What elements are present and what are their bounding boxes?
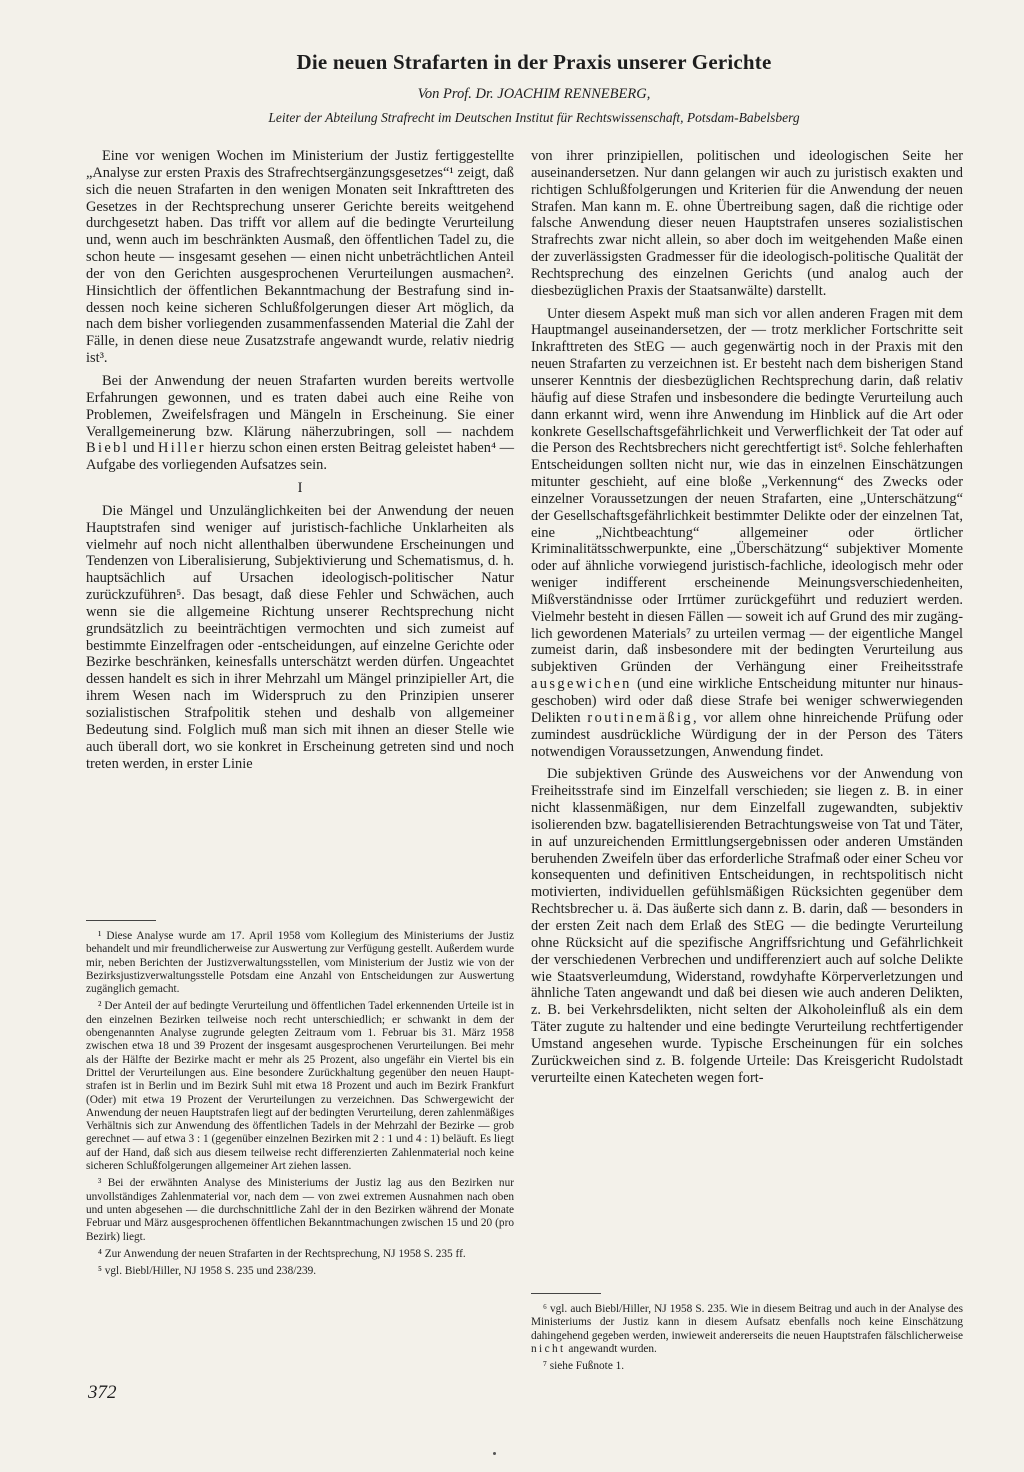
footnote-5: ⁵ vgl. Biebl/Hiller, NJ 1958 S. 235 und 238/239. — [98, 1265, 317, 1278]
right-paragraph-1: von ihrer prinzipiellen, politischen und ideologischen Seite her auseinandersetzen. Nur dann gelangen wir auch zu juristisch exakten und richtigen Schlußfolgerungen und Kriterien für die Anwendung der neuen Strafen. Man kann m. E. ohne Übertreibung sagen, daß die richtige oder falsche Anwendung dieser neuen Hauptstrafen unseres sozialistischen Strafrechts zwar nicht allein, so aber doch im weitgehenden Maße einen der zuverlässigsten Gradmesser für die ideologisch-politische Qualität der Rechtsprechung des einzelnen Gerichts (und analog auch der diesbezüglichen Praxis der Staatsanwälte) darstellt. — [531, 148, 963, 299]
left-paragraph-2 — [86, 373, 514, 474]
scan-speck — [493, 1452, 496, 1455]
left-footnote-rule — [86, 920, 156, 921]
article-title: Die neuen Strafarten in der Praxis unserer Gerichte — [296, 50, 772, 74]
footnote-7: ⁷ siehe Fußnote 1. — [543, 1360, 625, 1373]
footnote-6-text-b: angewandt wurden. — [565, 1342, 657, 1355]
article-author: Von Prof. Dr. JOACHIM RENNEBERG, — [417, 86, 651, 102]
left-column — [86, 148, 514, 778]
right-paragraph-2-text-b: (und eine wirkliche Entscheidung mitunter nur hinausgeschoben) wird oder daß diese Strafe bei weniger schwerwiegenden Delikten — [531, 676, 963, 726]
section-heading: I — [297, 480, 303, 497]
right-paragraph-2-text-a: Unter diesem Aspekt muß man sich vor allen anderen Fragen mit dem Hauptmangel auseinandersetzen, der — trotz merklicher Fortschritte seit Inkrafttreten des StEG — auch gegenwärtig noch in der Praxis mit den neuen Strafarten zu verzeichnen ist. Er besteht nach dem bisherigen Stand unserer Kenntnis der diesbezüglichen Rechtsprechung darin, daß relativ häufig auf diese Strafen und insbesondere die bedingte Verurteilung auch dann erkannt wird, wenn ihre Anwendung im Hinblick auf die Art oder konkrete Gesellschaftsgefährlichkeit und Verwerflichkeit der Tat oder auf die Person des Rechtsbrechers nicht gerechtfertigt ist⁶. Solche fehlerhaften Entscheidungen sollten nicht nur, wie das in einzelnen Einschätzungen mitunter geschieht, auf eine bloße „Verkennung“ des Zwecks oder einzelner Voraussetzungen der neuen Strafarten, eine „Unterschätzung“ der Gesellschaftsgefährlichkeit bestimmter Delikte oder der einzelnen Tat, eine „Nichtbeachtung“ allgemeiner oder örtlicher Kriminalitätsschwerpunkte, eine „Überschätzung“ subjektiver Momente oder auf ähnliche vorwiegend juristisch-fachliche, ideologisch mehr oder weniger indifferent erscheinende Meinungsverschiedenheiten, Mißverständnisse oder Irrtümer zurückgeführt und reduziert werden. Vielmehr besteht in diesen Fällen — soweit ich auf Grund des mir zugänglich gewordenen Materials⁷ zu urteilen vermag — der eigentliche Mangel zumeist darin, daß insbesondere mit der bedingten Verurteilung aus subjektiven Gründen der Verhängung einer Freiheitsstrafe — [531, 305, 963, 676]
emphasis-nicht: nicht — [531, 1342, 566, 1355]
author-name-biebl: Biebl — [86, 440, 130, 457]
left-paragraph-2-text-b: hierzu schon einen ersten Beitrag geleistet haben⁴ — Aufgabe des vorliegenden Aufsatzes sein. — [86, 440, 514, 474]
right-paragraph-3: Die subjektiven Gründe des Ausweichens vor der Anwendung von Freiheitsstrafe sind im Einzelfall verschieden; sie liegen z. B. in einer nicht klassenmäßigen, nur dem Einzelfall zugewandten, subjektiv isolierenden bzw. bagatellisierenden Betrachtungsweise von Tat und Täter, in auf unzureichenden Ermittlungsergebnissen oder anderen Umständen beruhenden Zweifeln über das erforderliche Strafmaß oder einer Scheu vor konsequenten und definitiven Entscheidungen, in rechtspolitisch nicht motivierten, individuellen gefühlsmäßigen Rücksichten gegenüber dem Rechtsbrecher u. ä. Das äußerte sich dann z. B. darin, daß — besonders in der ersten Zeit nach dem Erlaß des StEG — die bedingte Verurteilung ohne Rücksicht auf die spezifische Angriffsrichtung und Gefährlichkeit der verschiedenen Verbrechen und undifferenziert auch auf solche Delikte wie Staatsverleumdung, Widerstand, rowdyhafte Körperverletzungen und ähnliche Taten angewandt und daß bei diesen wie auch anderen Delikten, z. B. bei Verkehrsdelikten, nicht selten der Alkoholeinfluß als ein dem Täter zugute zu haltender und eine bedingte Verurteilung rechtfertigender Umstand angesehen wurde. Typische Erscheinungen für ein solches Zurückweichen sind z. B. folgende Urteile: Das Kreisgericht Rudolstadt verurteilte einen Katecheten wegen fort- — [531, 766, 963, 1086]
right-paragraph-2-text-c: , vor allem ohne hinreichende Prüfung oder zumindest ausdrückliche Würdigung der in der Person des Täters notwendigen Voraussetzungen, Anwendung findet. — [531, 709, 963, 760]
footnote-4: ⁴ Zur Anwendung der neuen Strafarten in der Rechtsprechung, NJ 1958 S. 235 ff. — [98, 1247, 466, 1260]
author-name-hiller: Hiller — [158, 440, 206, 457]
left-paragraph-1: Eine vor wenigen Wochen im Ministerium der Justiz fertiggestellte „Analyse zur ersten Praxis des Strafrechtsergänzungsgesetzes“¹ zeigt, daß sich die neuen Strafarten in den wenigen Monaten seit Inkrafttreten des Gesetzes in der Rechtsprechung unserer Gerichte bereits weitgehend durchgesetzt haben. Das trifft vor allem auf die bedingte Verurteilung und, wenn auch im beschränkten Ausmaß, den öffentlichen Tadel zu, die schon heute — insgesamt gesehen — einen nicht unbeträchtlichen Anteil der von den Gerichten ausgesprochenen Verurteilungen ausmachen². Hinsichtlich der öffentlichen Bekanntmachung der Bestrafung sind indessen noch keine sicheren Schlußfolgerungen dieser Art möglich, da nach dem bisher vorliegenden zusammenfassenden Material die Zahl der Fälle, in denen diese neue Zusatzstrafe angewandt wurde, relativ niedrig ist³. — [86, 148, 514, 367]
footnote-1: ¹ Diese Analyse wurde am 17. April 1958 vom Kollegium des Ministeriums der Justiz behandelt und mir freundlicherweise zur Auswertung zur Verfügung gestellt. Außerdem wurde mir, neben Berichten der Justizverwaltungsstellen, vom Ministerium der Justiz wie von der Bezirksjustizverwaltungsstelle Potsdam eine Anzahl von Entscheidungen zur Auswertung zugänglich gemacht. — [86, 930, 514, 996]
left-footnotes — [86, 930, 514, 1282]
right-footnote-rule — [531, 1293, 601, 1294]
footnote-6 — [531, 1303, 963, 1356]
conjunction-und: und — [129, 440, 158, 457]
emphasis-ausgewichen: ausgewichen — [531, 676, 632, 693]
author-affiliation: Leiter der Abteilung Strafrecht im Deutschen Institut für Rechtswissenschaft, Potsdam-Babelsberg — [268, 110, 800, 125]
left-paragraph-3: Die Mängel und Unzulänglichkeiten bei der Anwendung der neuen Hauptstrafen sind weniger auf juristisch-fachliche Unklarheiten als vielmehr auf noch nicht allenthalben überwundene Erscheinungen und Tendenzen von Liberalisierung, Subjektivierung und Schematismus, d. h. hauptsächlich auf Ursachen ideologisch-politischer Natur zurückzuführen⁵. Das besagt, daß diese Fehler und Schwächen, auch wenn sie die allgemeine Richtung unserer Rechtsprechung nicht grundsätzlich zu beeinträchtigen vermochten und sich zumeist auf bestimmte Einzelfragen oder -entscheidungen, auf einzelne Gerichte oder Bezirke beschränken, keinesfalls unterschätzt werden dürfen. Ungeachtet dessen handelt es sich in ihrer Mehrzahl um Mängel prinzipieller Art, die ihrem Wesen nach im Widerspruch zu den Prinzipien unserer sozialistischen Strafpolitik stehen und deshalb von allgemeiner Bedeutung sind. Folglich muß man sich mit ihnen an dieser Stelle wie auch überall dort, wo sie konkret in Erscheinung getreten sind und noch treten werden, in erster Linie — [86, 502, 514, 772]
right-column — [531, 148, 963, 1092]
right-footnotes — [531, 1303, 963, 1377]
footnote-2: ² Der Anteil der auf bedingte Verurteilung und öffentlichen Tadel erkennenden Urteile ist in den einzelnen Bezirken teilweise noch recht unterschiedlich; er schwankt in dem der obengenannten Analyse zugrunde gelegten Zeitraum vom 1. Februar bis 31. März 1958 zwischen etwa 18 und 39 Prozent der insgesamt ausgesprochenen Verurteilungen. Bei mehr als der Hälfte der Bezirke macht er mehr als 25 Prozent, also ungefähr ein Viertel bis ein Drittel der Verurteilungen aus. Eine besondere Zurückhaltung gegenüber den neuen Hauptstrafen ist in Berlin und im Bezirk Suhl mit etwa 18 Prozent und auch im Bezirk Frankfurt (Oder) mit etwa 19 Prozent der Verurteilungen zu verzeichnen. Das Schwergewicht der Anwendung der neuen Hauptstrafen liegt auf der bedingten Verurteilung, deren zahlenmäßiges Verhältnis sich zur Anwendung des öffentlichen Tadels in der Mehrzahl der Bezirke — grob gerechnet — auf etwa 3 : 1 (gegenüber einzelnen Bezirken mit 2 : 1 und 4 : 1) beläuft. Es liegt auf der Hand, daß sich aus diesem teilweise recht differenzierten Zahlenmaterial noch keine sicheren Schlußfolgerungen allgemeiner Art ziehen lassen. — [86, 1000, 514, 1173]
page-number: 372 — [88, 1382, 117, 1403]
emphasis-routinemaessig: routinemäßig — [587, 709, 693, 726]
right-paragraph-2 — [531, 306, 963, 761]
footnote-6-text-a: ⁶ vgl. auch Biebl/Hiller, NJ 1958 S. 235. Wie in diesem Beitrag und auch in der Analyse des Ministeriums der Justiz kann in diesem Aufsatz ebenfalls noch keine Einschätzung dahingehend gegeben werden, inwieweit andererseits die neuen Hauptstrafen fälschlicherweise — [531, 1303, 963, 1342]
footnote-3: ³ Bei der erwähnten Analyse des Ministeriums der Justiz lag aus den Bezirken nur unvollständiges Zahlenmaterial vor, nach dem — von zwei extremen Ausnahmen nach oben und unten abgesehen — die durchschnittliche Zahl der in den Bezirken während der Monate Februar und März ausgesprochenen öffentlichen Bekanntmachungen zwischen 15 und 20 (pro Bezirk) liegt. — [86, 1177, 514, 1243]
left-paragraph-2-text-a: Bei der Anwendung der neuen Strafarten wurden bereits wertvolle Erfahrungen gewonnen, und es traten dabei auch eine Reihe von Problemen, Zweifelsfragen und Mängeln in Erscheinung. Sie einer Verallgemeinerung bzw. Klärung näherzubringen, soll — nachdem — [86, 372, 514, 440]
